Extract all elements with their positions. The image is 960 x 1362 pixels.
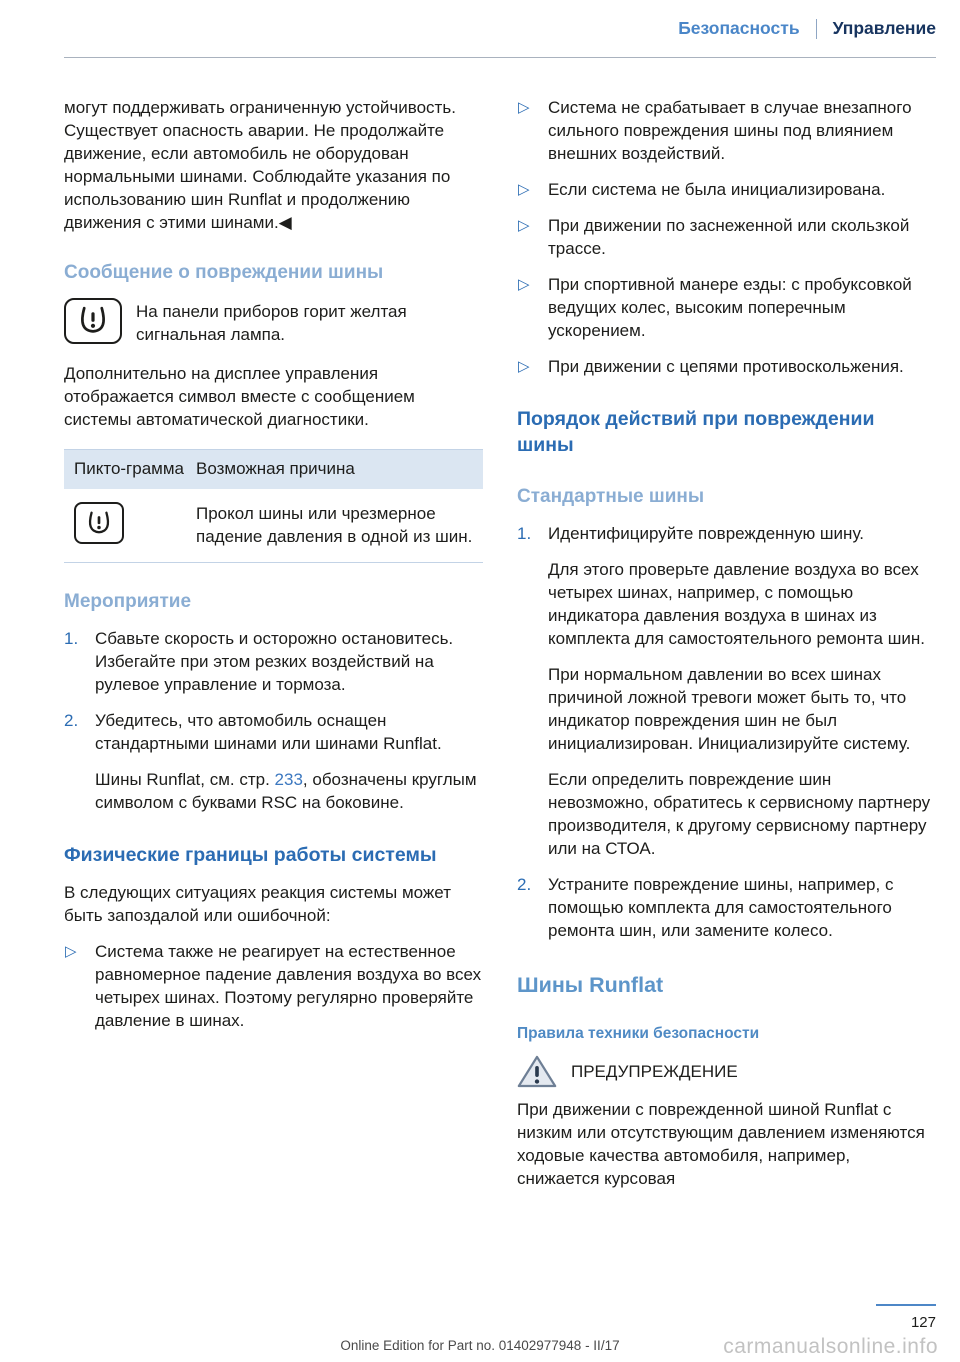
tire-pressure-warning-icon — [64, 298, 122, 344]
bullet-text: Система также не реагирует на естественное равномерное падение давления воздуха во всех четырех шинах. Поэтому регулярно проверяйте давление в шинах. — [95, 942, 482, 1030]
list-item-text: Сбавьте скорость и осторожно остановитесь. Избегайте при этом резких воздействий на рулевое управление и тормоза. — [95, 629, 454, 694]
bullet-text: При движении с цепями противоскольжения. — [548, 357, 904, 376]
cause-table-header — [64, 449, 483, 489]
bullet-text: При движении по заснеженной или скользкой трассе. — [548, 216, 910, 258]
list-item — [64, 940, 483, 1032]
list-item — [517, 355, 936, 378]
step-subparagraph: Если определить повреждение шин невозможно, обратитесь к сервисному партнеру производителя, к другому сервисному партнеру или на СТОА. — [548, 770, 931, 858]
page-header — [64, 0, 936, 58]
header-separator — [816, 19, 817, 39]
reference-text-before: Шины Runflat, см. стр. — [95, 770, 275, 789]
header-rule — [64, 57, 936, 58]
list-item — [517, 873, 936, 942]
heading-runflat-tires: Шины Runflat — [517, 973, 664, 997]
indicator-lamp-note — [64, 298, 483, 346]
table-cell-icon — [74, 502, 196, 548]
bullet-text: Система не срабатывает в случае внезапного сильного повреждения шины под влиянием внешних воздействий. — [548, 98, 912, 163]
triangle-bullet-icon: ▷ — [518, 99, 530, 116]
list-number: 1. — [64, 629, 79, 648]
list-item — [517, 178, 936, 201]
limits-intro: В следующих ситуациях реакция системы может быть запоздалой или ошибочной: — [64, 883, 451, 925]
bullet-text: При спортивной манере езды: с пробуксовкой ведущих колес, высоким поперечным ускорением. — [548, 275, 912, 340]
step-subparagraph: При нормальном давлении во всех шинах причиной ложной тревоги может быть то, что индикатор повреждения шин не был инициализирован. Инициализируйте систему. — [548, 665, 911, 753]
list-item — [517, 273, 936, 342]
heading-standard-tires: Стандартные шины — [517, 486, 705, 507]
heading-action: Мероприятие — [64, 591, 192, 612]
list-item — [517, 522, 936, 545]
reference-text-after: , обозначены круглым символом с буквами RSC на боковине. — [95, 770, 477, 812]
heading-tire-damage-message: Сообщение о повреждении шины — [64, 262, 384, 283]
list-item — [64, 627, 483, 696]
triangle-bullet-icon: ▷ — [518, 181, 530, 198]
footer-rule — [876, 1304, 936, 1306]
watermark: carmanualsonline.info — [723, 1335, 938, 1358]
list-item-text: Устраните повреждение шины, например, с помощью комплекта для самостоятельного ремонта шин, или замените колесо. — [548, 875, 894, 940]
table-cell-cause: Прокол шины или чрезмерное падение давления в одной из шин. — [196, 504, 473, 546]
list-number: 2. — [517, 875, 532, 894]
right-column — [517, 96, 936, 1203]
warning-label: ПРЕДУПРЕЖДЕНИЕ — [571, 1062, 738, 1081]
warning-header — [517, 1054, 936, 1089]
header-chapter-label: Управление — [832, 18, 936, 38]
triangle-bullet-icon: ▷ — [518, 217, 530, 234]
display-note: Дополнительно на дисплее управления отображается символ вместе с сообщением системы автоматической диагностики. — [64, 364, 415, 429]
table-col-cause: Возможная причина — [196, 459, 355, 478]
triangle-bullet-icon: ▷ — [65, 943, 77, 960]
page-reference-link[interactable]: 233 — [274, 770, 303, 789]
cause-table — [64, 449, 483, 563]
warning-text: При движении с поврежденной шиной Runflat с низким или отсутствующим давлением изменяются ходовые качества автомобиля, например, снижается курсовая — [517, 1100, 925, 1188]
left-column — [64, 96, 483, 1203]
tire-pressure-warning-icon — [74, 502, 124, 544]
list-item-text: Убедитесь, что автомобиль оснащен стандартными шинами или шинами Runflat. — [95, 711, 442, 753]
list-number: 2. — [64, 711, 79, 730]
content-columns — [64, 96, 936, 1203]
list-number: 1. — [517, 524, 532, 543]
list-item-text: Идентифицируйте поврежденную шину. — [548, 524, 864, 543]
list-item — [517, 96, 936, 165]
list-item — [64, 709, 483, 755]
heading-safety-rules: Правила техники безопасности — [517, 1025, 760, 1042]
page-number: 127 — [910, 1314, 936, 1331]
triangle-bullet-icon: ▷ — [518, 358, 530, 375]
heading-damage-procedure: Порядок действий при повреждении шины — [517, 408, 875, 456]
edition-note: Online Edition for Part no. 01402977948 - II/17 — [340, 1338, 620, 1353]
heading-system-limits: Физические границы работы системы — [64, 844, 437, 866]
table-col-pictogram: Пикто-грамма — [74, 459, 184, 478]
runflat-reference-paragraph — [64, 768, 483, 814]
bullet-text: Если система не была инициализирована. — [548, 180, 886, 199]
intro-paragraph: могут поддерживать ограниченную устойчивость. Существует опасность аварии. Не продолжайте движение, если автомобиль не оборудован нормальными шинами. Соблюдайте указания по использованию шин Runflat и продолжению движения с этими шинами.◀ — [64, 98, 456, 232]
header-tabs — [64, 0, 936, 57]
lamp-note-text: На панели приборов горит желтая сигнальная лампа. — [136, 302, 407, 344]
list-item — [517, 214, 936, 260]
warning-triangle-icon — [517, 1054, 557, 1089]
header-section-label: Безопасность — [678, 18, 800, 38]
triangle-bullet-icon: ▷ — [518, 276, 530, 293]
table-row — [64, 492, 483, 563]
step-subparagraph: Для этого проверьте давление воздуха во всех четырех шинах, например, с помощью индикатора давления воздуха в шинах из комплекта для самостоятельного ремонта шин. — [548, 560, 925, 648]
